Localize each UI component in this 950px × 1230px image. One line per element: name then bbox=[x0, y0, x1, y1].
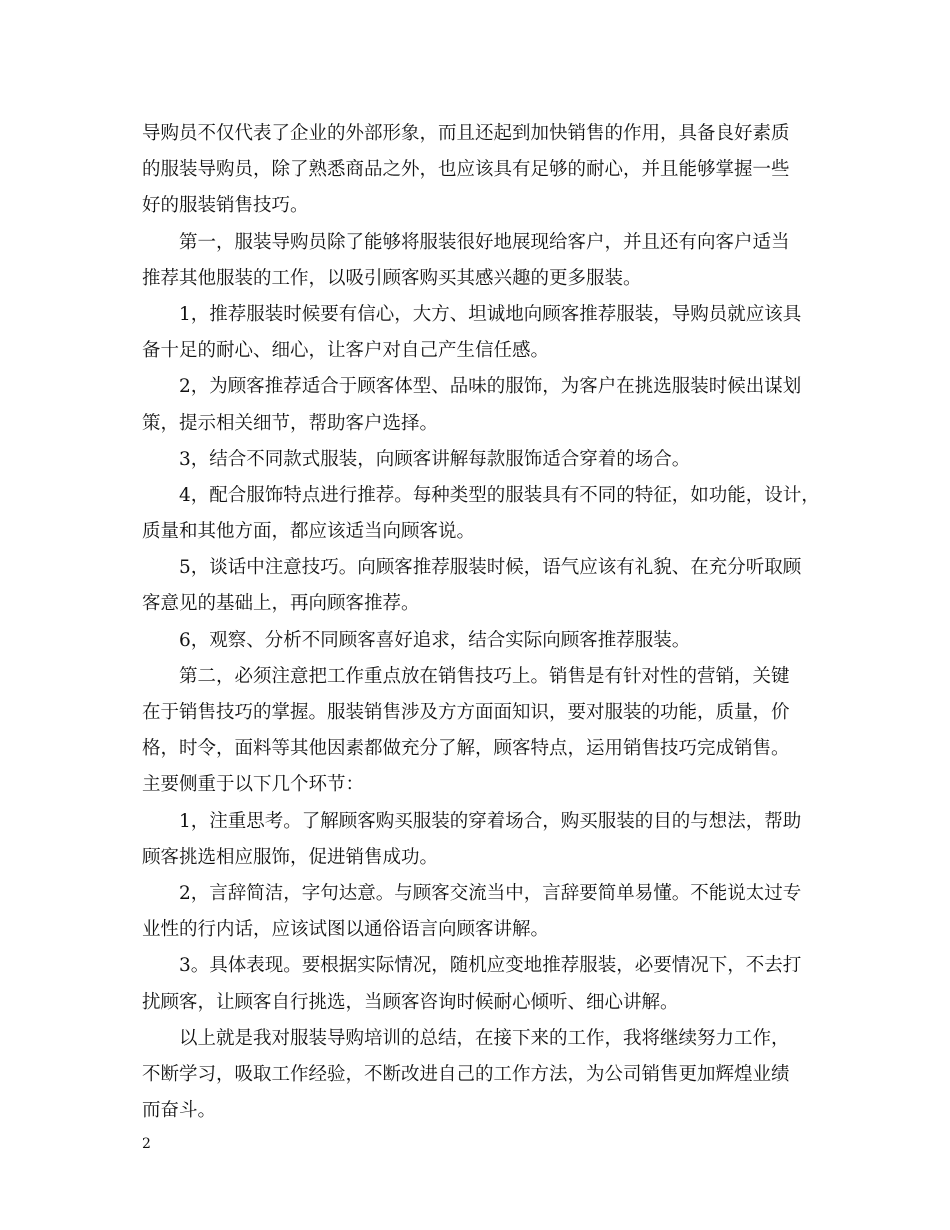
text-line: 1，推荐服装时候要有信心，大方、坦诚地向顾客推荐服装，导购员就应该具 bbox=[179, 303, 802, 325]
text-line: 客意见的基础上，再向顾客推荐。 bbox=[142, 593, 420, 615]
text-line: 主要侧重于以下几个环节： bbox=[142, 774, 365, 796]
text-line: 顾客挑选相应服饰，促进销售成功。 bbox=[142, 846, 439, 868]
text-line: 而奋斗。 bbox=[142, 1100, 217, 1122]
text-line: 以上就是我对服装导购培训的总结，在接下来的工作，我将继续努力工作， bbox=[179, 1027, 790, 1049]
text-line: 6，观察、分析不同顾客喜好追求，结合实际向顾客推荐服装。 bbox=[179, 629, 691, 651]
text-line: 1，注重思考。了解顾客购买服装的穿着场合，购买服装的目的与想法，帮助 bbox=[179, 810, 802, 832]
text-line: 备十足的耐心、细心，让客户对自己产生信任感。 bbox=[142, 340, 550, 362]
text-line: 策，提示相关细节，帮助客户选择。 bbox=[142, 412, 439, 434]
body-text bbox=[142, 116, 822, 1129]
text-line: 质量和其他方面，都应该适当向顾客说。 bbox=[142, 521, 476, 543]
text-line: 在于销售技巧的掌握。服装销售涉及方方面面知识，要对服装的功能，质量，价 bbox=[142, 702, 790, 723]
text-line: 2，言辞简洁，字句达意。与顾客交流当中，言辞要简单易懂。不能说太过专 bbox=[179, 882, 802, 904]
text-line: 好的服装销售技巧。 bbox=[142, 195, 309, 217]
text-line: 第一，服装导购员除了能够将服装很好地展现给客户，并且还有向客户适当 bbox=[179, 231, 790, 253]
text-line: 5，谈话中注意技巧。向顾客推荐服装时候，语气应该有礼貌、在充分听取顾 bbox=[179, 557, 802, 579]
text-line: 业性的行内话，应该试图以通俗语言向顾客讲解。 bbox=[142, 919, 550, 941]
text-line: 3，结合不同款式服装，向顾客讲解每款服饰适合穿着的场合。 bbox=[179, 448, 691, 470]
text-line: 扰顾客，让顾客自行挑选，当顾客咨询时候耐心倾听、细心讲解。 bbox=[142, 991, 679, 1013]
text-line: 的服装导购员，除了熟悉商品之外，也应该具有足够的耐心，并且能够掌握一些 bbox=[142, 159, 790, 181]
text-line: 导购员不仅代表了企业的外部形象，而且还起到加快销售的作用，具备良好素质 bbox=[142, 123, 790, 144]
text-line: 4，配合服饰特点进行推荐。每种类型的服装具有不同的特征，如功能，设计， bbox=[179, 484, 820, 506]
text-line: 3。具体表现。要根据实际情况，随机应变地推荐服装，必要情况下，不去打 bbox=[179, 955, 802, 977]
text-line: 2，为顾客推荐适合于顾客体型、品味的服饰，为客户在挑选服装时候出谋划 bbox=[179, 376, 802, 398]
text-line: 第二，必须注意把工作重点放在销售技巧上。销售是有针对性的营销，关键 bbox=[179, 665, 790, 687]
text-line: 格，时令，面料等其他因素都做充分了解，顾客特点，运用销售技巧完成销售。 bbox=[142, 738, 790, 760]
text-line: 不断学习，吸取工作经验，不断改进自己的工作方法，为公司销售更加辉煌业绩 bbox=[142, 1063, 790, 1085]
page-number: 2 bbox=[142, 1136, 151, 1152]
text-line: 推荐其他服装的工作，以吸引顾客购买其感兴趣的更多服装。 bbox=[142, 267, 642, 289]
